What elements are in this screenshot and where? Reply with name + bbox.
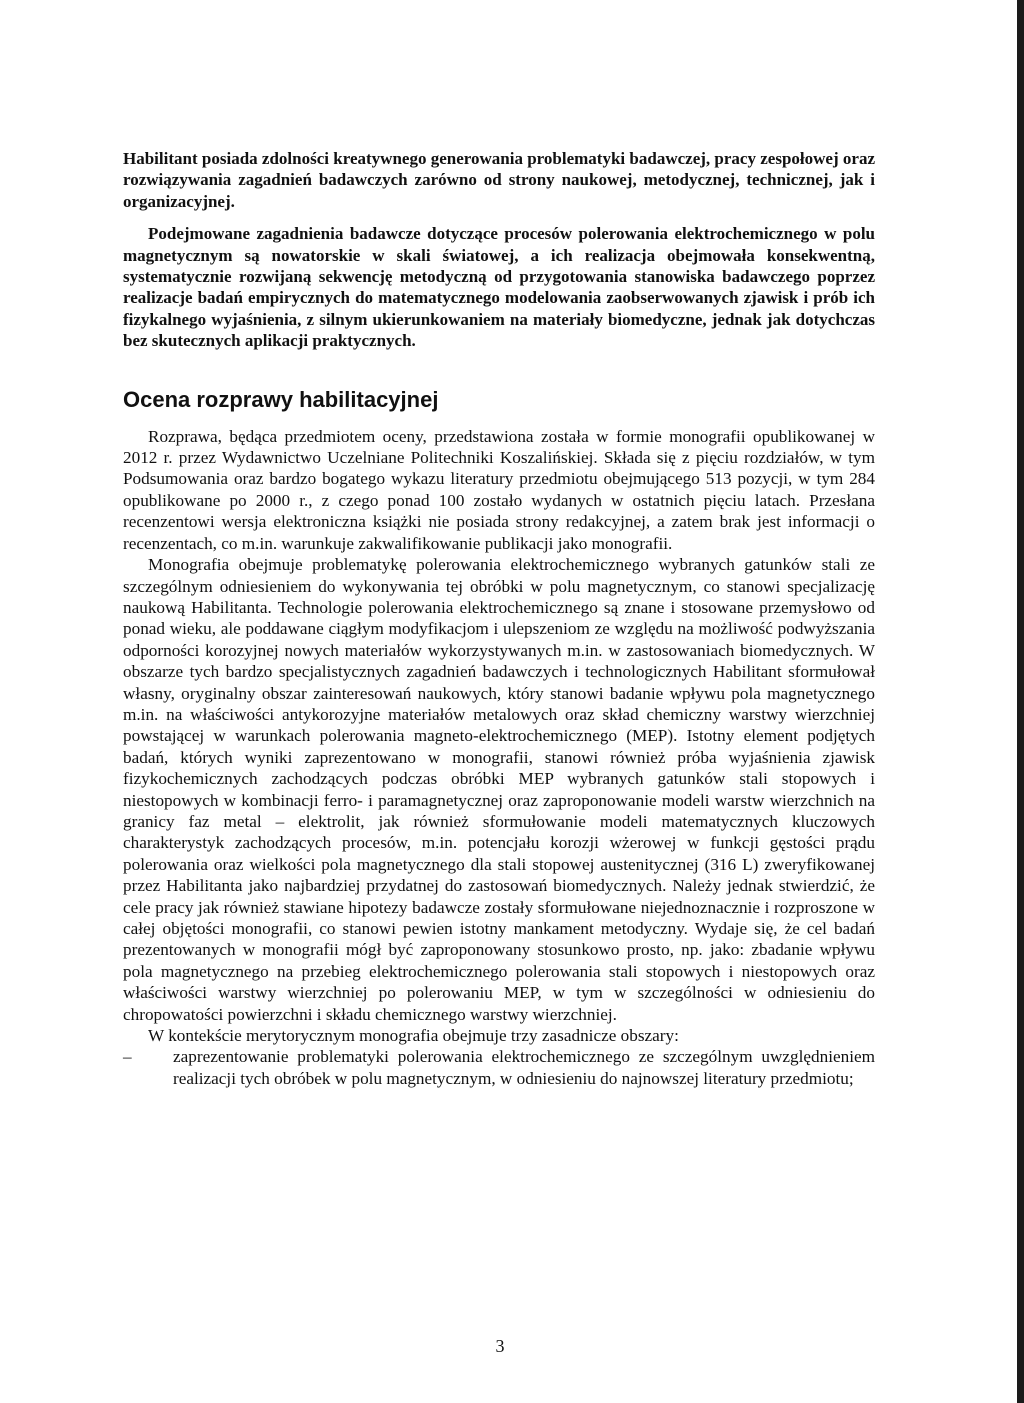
document-page <box>123 148 875 1089</box>
body-paragraph: Rozprawa, będąca przedmiotem oceny, przedstawiona została w formie monografii opublikowanej w 2012 r. przez Wydawnictwo Uczelniane Politechniki Koszalińskiej. Składa się z pięciu rozdziałów, w tym Podsumowania oraz bardzo bogatego wykazu literatury przedmiotu obejmującego 513 pozycji, w tym 284 opublikowane po 2000 r., z czego ponad 100 zostało wydanych w ostatnich pięciu latach. Przesłana recenzentowi wersja elektroniczna książki nie posiada strony redakcyjnej, a zatem brak jest informacji o recenzentach, co m.in. warunkuje zakwalifikowanie publikacji jako monografii. <box>123 426 875 553</box>
body-paragraph: W kontekście merytorycznym monografia obejmuje trzy zasadnicze obszary: <box>148 1026 679 1046</box>
section-heading: Ocena rozprawy habilitacyjnej <box>123 386 439 412</box>
intro-paragraph: Podejmowane zagadnienia badawcze dotyczące procesów polerowania elektrochemicznego w polu magnetycznym są nowatorskie w skali światowej, a ich realizacja obejmowała konsekwentną, systematycznie rozwijaną sekwencję metodyczną od przygotowania stanowiska badawczego poprzez realizacje badań empirycznych do matematycznego modelowania zaobserwowanych zjawisk i prób ich fizykalnego wyjaśnienia, z silnym ukierunkowaniem na materiały biomedyczne, jednak jak dotychczas bez skutecznych aplikacji praktycznych. <box>123 224 875 351</box>
page-number: 3 <box>495 1336 505 1356</box>
section-body <box>123 426 875 1090</box>
intro-section <box>123 148 875 352</box>
bullet-list <box>123 1046 875 1089</box>
body-paragraph: Monografia obejmuje problematykę polerowania elektrochemicznego wybranych gatunków stali ze szczególnym odniesieniem do wykonywania tej obróbki w polu magnetycznym, co stanowi specjalizację naukową Habilitanta. Technologie polerowania elektrochemicznego są znane i stosowane przemysłowo od ponad wieku, ale poddawane ciągłym modyfikacjom i ulepszeniom ze względu na możliwość podwyższania odporności korozyjnej nowych materiałów wykorzystywanych m.in. w zastosowaniach biomedycznych. W obszarze tych bardzo specjalistycznych zagadnień badawczych i technologicznych Habilitant sformułował własny, oryginalny obszar zainteresowań naukowych, który stanowi badanie wpływu pola magnetycznego m.in. na właściwości antykorozyjne materiałów metalowych oraz skład chemiczny warstwy wierzchniej powstającej w warunkach polerowania magneto-elektrochemicznego (MEP). Istotny element podjętych badań, których wyniki zaprezentowano w monografii, stanowi również próba wyjaśnienia zjawisk fizykochemicznych zachodzących podczas obróbki MEP wybranych gatunków stali stopowych i niestopowych w kombinacji ferro- i paramagnetycznej oraz zaproponowanie modeli warstw wierzchnich na granicy faz metal – elektrolit, jak również sformułowanie modeli matematycznych kluczowych charakterystyk zachodzących procesów, m.in. potencjału korozji wżerowej w funkcji gęstości prądu polerowania oraz wielkości pola magnetycznego dla stali stopowej austenitycznej (316 L) zweryfikowanej przez Habilitanta jako najbardziej przydatnej do zastosowań biomedycznych. Należy jednak stwierdzić, że cele pracy jak również stawiane hipotezy badawcze zostały sformułowane niejednoznacznie i rozproszone w całej objętości monografii, co stanowi pewien istotny mankament metodyczny. Wydaje się, że cel badań prezentowanych w monografii mógł być zaproponowany stosunkowo prosto, np. jako: zbadanie wpływu pola magnetycznego na przebieg elektrochemicznego polerowania stali stopowych i niestopowych oraz właściwości warstwy wierzchniej po polerowaniu MEP, w tym w szczególności w odniesieniu do chropowatości powierzchni i składu chemicznego warstwy wierzchniej. <box>123 555 875 1024</box>
scan-edge <box>1017 0 1024 1403</box>
dash-bullet-marker: – <box>123 1047 132 1067</box>
bullet-item <box>123 1046 875 1089</box>
bullet-text: zaprezentowanie problematyki polerowania elektrochemicznego ze szczególnym uwzględnieniem realizacji tych obróbek w polu magnetycznym, w odniesieniu do najnowszej literatury przedmiotu; <box>173 1047 875 1088</box>
intro-paragraph: Habilitant posiada zdolności kreatywnego generowania problematyki badawczej, pracy zespołowej oraz rozwiązywania zagadnień badawczych zarówno od strony naukowej, metodycznej, technicznej, jak i organizacyjnej. <box>123 149 875 211</box>
